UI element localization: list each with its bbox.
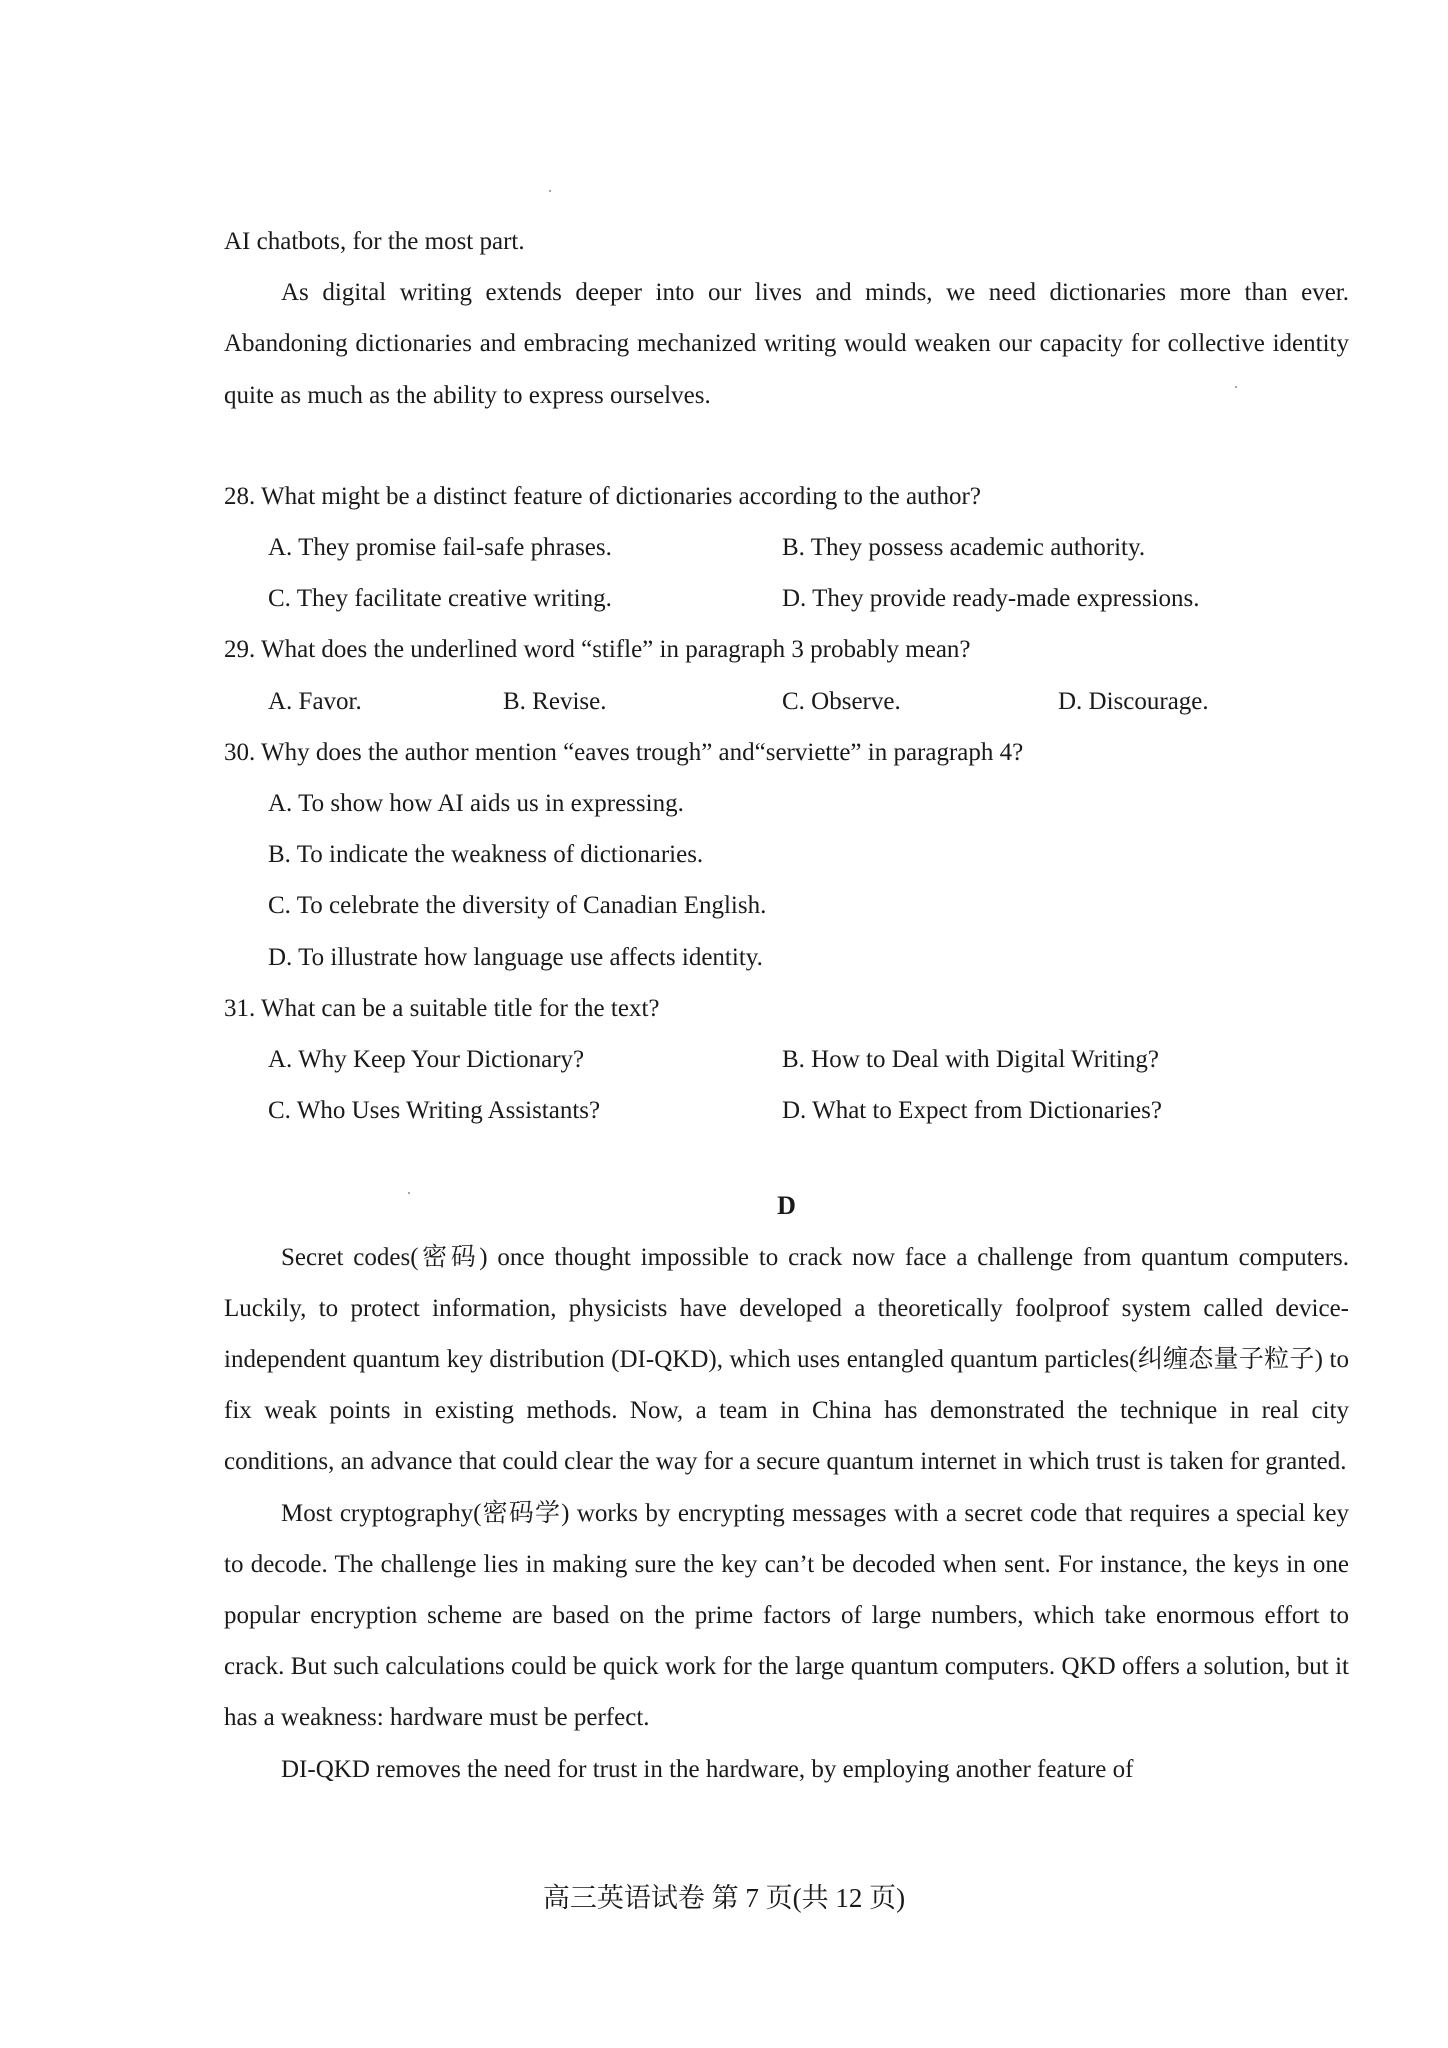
option-a: A. Favor. xyxy=(268,687,362,715)
passage-d-paragraph-2: Most cryptography(密码学) works by encrypting messages with a secret code that requires a special key to decode. The challenge lies in making sure the key can’t be decoded when sent. For instance, the keys in one popular encryption scheme are based on the prime factors of large numbers, which take enormous effort to crack. But such calculations could be quick work for the large quantum computers. QKD offers a solution, but it has a weakness: hardware must be perfect. xyxy=(224,1499,1349,1732)
answer-options xyxy=(268,522,1349,624)
question-30 xyxy=(224,727,1349,983)
passage-d-heading: D xyxy=(777,1191,796,1221)
option-d: D. To illustrate how language use affects identity. xyxy=(268,943,763,971)
option-b: B. Revise. xyxy=(503,687,607,715)
option-c: C. Who Uses Writing Assistants? xyxy=(268,1097,601,1125)
option-a: A. To show how AI aids us in expressing. xyxy=(268,789,684,817)
question-31 xyxy=(224,983,1349,1137)
question-stem: 29. What does the underlined word “stifle” in paragraph 3 probably mean? xyxy=(224,636,971,664)
question-stem: 28. What might be a distinct feature of dictionaries according to the author? xyxy=(224,482,981,510)
question-28 xyxy=(224,471,1349,625)
passage-d-paragraph-3: DI-QKD removes the need for trust in the hardware, by employing another feature of xyxy=(281,1755,1134,1783)
question-29 xyxy=(224,624,1349,726)
option-d: D. They provide ready-made expressions. xyxy=(782,585,1200,613)
option-a: A. Why Keep Your Dictionary? xyxy=(268,1045,585,1073)
passage-c-last-line: AI chatbots, for the most part. xyxy=(224,228,525,255)
option-d: D. What to Expect from Dictionaries? xyxy=(782,1097,1162,1125)
answer-options xyxy=(268,1034,1349,1136)
option-b: B. To indicate the weakness of dictionaries. xyxy=(268,841,704,869)
option-c: C. Observe. xyxy=(782,687,901,715)
passage-c-final-paragraph: As digital writing extends deeper into our lives and minds, we need dictionaries more than ever. Abandoning dictionaries and embracing mechanized writing would weaken our capacity for collective identity quite as much as the ability to express ourselves. xyxy=(224,279,1349,409)
spacer xyxy=(224,421,1349,471)
option-c: C. They facilitate creative writing. xyxy=(268,585,612,613)
option-b: B. They possess academic authority. xyxy=(782,534,1146,562)
page-content xyxy=(224,216,1349,1795)
answer-options xyxy=(268,676,1349,727)
option-c: C. To celebrate the diversity of Canadian English. xyxy=(268,892,767,920)
question-stem: 31. What can be a suitable title for the text? xyxy=(224,994,660,1022)
option-b: B. How to Deal with Digital Writing? xyxy=(782,1045,1159,1073)
answer-options xyxy=(268,778,1349,983)
page-footer: 高三英语试卷 第 7 页(共 12 页) xyxy=(542,1883,906,1913)
option-d: D. Discourage. xyxy=(1058,687,1209,715)
passage-d-paragraph-1: Secret codes(密码) once thought impossible to crack now face a challenge from quantum computers. Luckily, to protect information, physicists have developed a theoretically foolproof system called device-independent quantum key distribution (DI-QKD), which uses entangled quantum particles(纠缠态量子粒子) to fix weak points in existing methods. Now, a team in China has demonstrated the technique in real city conditions, an advance that could clear the way for a secure quantum internet in which trust is taken for granted. xyxy=(224,1243,1349,1476)
option-a: A. They promise fail-safe phrases. xyxy=(268,534,612,562)
scan-speck xyxy=(549,190,551,192)
question-stem: 30. Why does the author mention “eaves trough” and“serviette” in paragraph 4? xyxy=(224,738,1024,766)
